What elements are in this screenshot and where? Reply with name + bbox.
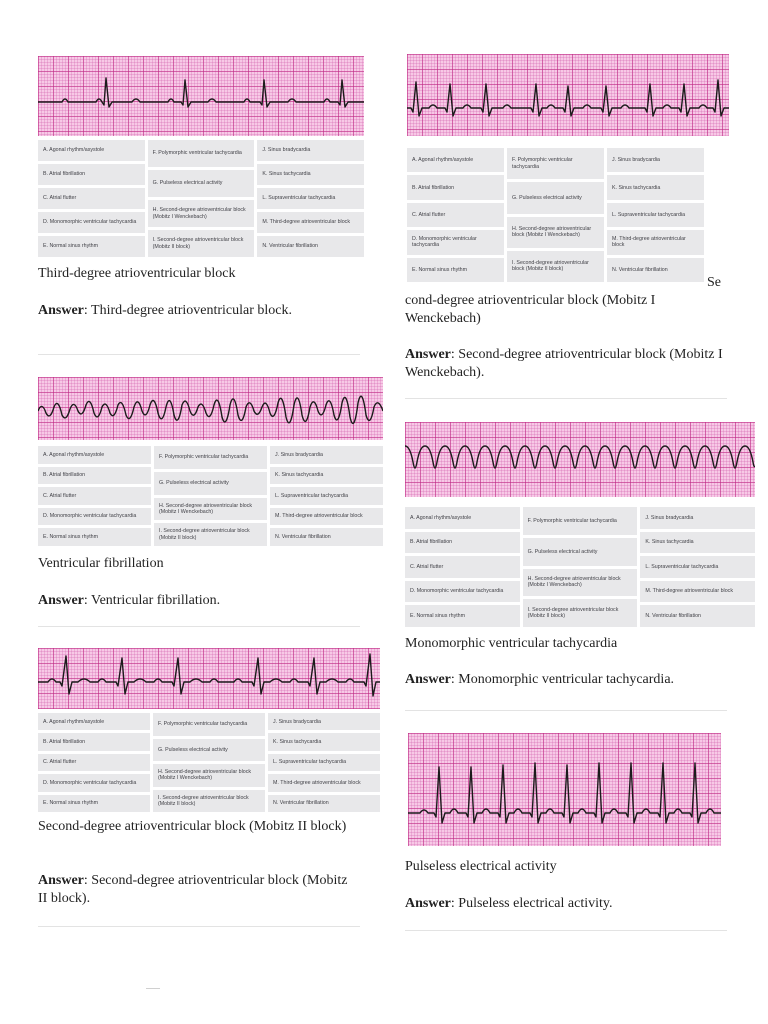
option[interactable]: C. Atrial flutter: [38, 487, 151, 505]
option[interactable]: G. Pulseless electrical activity: [523, 538, 638, 566]
option[interactable]: C. Atrial flutter: [405, 556, 520, 578]
card-title: cond-degree atrioventricular block (Mobitz I Wenckebach): [405, 293, 656, 326]
option[interactable]: D. Monomorphic ventricular tachycardia: [405, 581, 520, 603]
card-answer: Answer: Third-degree atrioventricular block.: [38, 303, 292, 318]
answer-label: Answer: [38, 593, 84, 608]
answer-options: [405, 507, 755, 627]
option[interactable]: N. Ventricular fibrillation: [270, 528, 383, 546]
answer-text: Monomorphic ventricular tachycardia.: [458, 672, 675, 687]
options-column-3: [268, 713, 380, 812]
ecg-strip: [38, 648, 380, 709]
option[interactable]: J. Sinus bradycardia: [268, 713, 380, 730]
card-answer: Answer: Second-degree atrioventricular block (Mobitz II block).: [38, 873, 348, 906]
answer-label: Answer: [405, 672, 451, 687]
option[interactable]: E. Normal sinus rhythm: [38, 236, 145, 257]
option[interactable]: E. Normal sinus rhythm: [38, 528, 151, 546]
ecg-strip: [38, 377, 383, 440]
card-title: Second-degree atrioventricular block (Mobitz II block): [38, 819, 347, 834]
option[interactable]: C. Atrial flutter: [38, 188, 145, 209]
option[interactable]: A. Agonal rhythm/asystole: [407, 148, 504, 172]
divider: [405, 930, 727, 931]
answer-text: Second-degree atrioventricular block (Mobitz II block).: [38, 873, 348, 906]
option[interactable]: M. Third-degree atrioventricular block: [268, 774, 380, 791]
option[interactable]: L. Supraventricular tachycardia: [257, 188, 364, 209]
card-title: Monomorphic ventricular tachycardia: [405, 636, 618, 651]
option[interactable]: H. Second-degree atrioventricular block (Mobitz I Wenckebach): [507, 217, 604, 248]
options-column-2: [153, 713, 265, 812]
answer-options: [38, 713, 380, 812]
option[interactable]: B. Atrial fibrillation: [38, 467, 151, 485]
divider: [38, 626, 360, 627]
option[interactable]: B. Atrial fibrillation: [407, 175, 504, 199]
option[interactable]: I. Second-degree atrioventricular block (Mobitz II block): [154, 523, 267, 546]
option[interactable]: A. Agonal rhythm/asystole: [405, 507, 520, 529]
option[interactable]: M. Third-degree atrioventricular block: [640, 581, 755, 603]
options-column-3: [607, 148, 704, 282]
option[interactable]: F. Polymorphic ventricular tachycardia: [523, 507, 638, 535]
option[interactable]: K. Sinus tachycardia: [257, 164, 364, 185]
option[interactable]: D. Monomorphic ventricular tachycardia: [38, 508, 151, 526]
option[interactable]: A. Agonal rhythm/asystole: [38, 140, 145, 161]
answer-text: Second-degree atrioventricular block (Mobitz I Wenckebach).: [405, 347, 723, 380]
option[interactable]: K. Sinus tachycardia: [640, 532, 755, 554]
option[interactable]: H. Second-degree atrioventricular block (Mobitz I Wenckebach): [148, 200, 255, 227]
option[interactable]: B. Atrial fibrillation: [405, 532, 520, 554]
option[interactable]: C. Atrial flutter: [407, 203, 504, 227]
option[interactable]: F. Polymorphic ventricular tachycardia: [153, 713, 265, 736]
option[interactable]: M. Third-degree atrioventricular block: [270, 508, 383, 526]
option[interactable]: A. Agonal rhythm/asystole: [38, 446, 151, 464]
option[interactable]: B. Atrial fibrillation: [38, 733, 150, 750]
card-title: Ventricular fibrillation: [38, 556, 164, 571]
options-column-1: [38, 140, 145, 257]
option[interactable]: N. Ventricular fibrillation: [607, 258, 704, 282]
option[interactable]: N. Ventricular fibrillation: [268, 795, 380, 812]
option[interactable]: J. Sinus bradycardia: [270, 446, 383, 464]
options-column-3: [257, 140, 364, 257]
divider: [405, 710, 727, 711]
option[interactable]: D. Monomorphic ventricular tachycardia: [38, 212, 145, 233]
option[interactable]: K. Sinus tachycardia: [607, 175, 704, 199]
options-column-3: [270, 446, 383, 546]
option[interactable]: L. Supraventricular tachycardia: [268, 754, 380, 771]
ecg-strip: [38, 56, 364, 136]
option[interactable]: L. Supraventricular tachycardia: [270, 487, 383, 505]
answer-text: Third-degree atrioventricular block.: [91, 303, 292, 318]
option[interactable]: E. Normal sinus rhythm: [407, 258, 504, 282]
card-title: Pulseless electrical activity: [405, 859, 557, 874]
options-column-1: [405, 507, 520, 627]
option[interactable]: C. Atrial flutter: [38, 754, 150, 771]
option[interactable]: D. Monomorphic ventricular tachycardia: [38, 774, 150, 791]
answer-label: Answer: [38, 873, 84, 888]
option[interactable]: H. Second-degree atrioventricular block (Mobitz I Wenckebach): [523, 569, 638, 597]
answer-label: Answer: [405, 347, 451, 362]
answer-label: Answer: [38, 303, 84, 318]
option[interactable]: G. Pulseless electrical activity: [153, 739, 265, 762]
divider: [38, 354, 360, 355]
option[interactable]: L. Supraventricular tachycardia: [640, 556, 755, 578]
options-column-2: [154, 446, 267, 546]
options-column-1: [38, 446, 151, 546]
option[interactable]: I. Second-degree atrioventricular block (Mobitz II block): [148, 230, 255, 257]
option[interactable]: I. Second-degree atrioventricular block (Mobitz II block): [153, 790, 265, 813]
option[interactable]: H. Second-degree atrioventricular block (Mobitz I Wenckebach): [153, 764, 265, 787]
option[interactable]: N. Ventricular fibrillation: [640, 605, 755, 627]
option[interactable]: F. Polymorphic ventricular tachycardia: [507, 148, 604, 179]
card-answer: Answer: Second-degree atrioventricular block (Mobitz I Wenckebach).: [405, 347, 723, 380]
ecg-strip: [407, 54, 729, 136]
card-answer: Answer: Pulseless electrical activity.: [405, 896, 613, 911]
option[interactable]: J. Sinus bradycardia: [257, 140, 364, 161]
answer-text: Ventricular fibrillation.: [91, 593, 221, 608]
options-column-2: [148, 140, 255, 257]
option[interactable]: L. Supraventricular tachycardia: [607, 203, 704, 227]
ecg-strip: [408, 733, 721, 846]
options-column-3: [640, 507, 755, 627]
separator-mark: [146, 988, 160, 989]
option[interactable]: B. Atrial fibrillation: [38, 164, 145, 185]
option[interactable]: I. Second-degree atrioventricular block (Mobitz II block): [523, 599, 638, 627]
option[interactable]: G. Pulseless electrical activity: [507, 182, 604, 213]
option[interactable]: E. Normal sinus rhythm: [405, 605, 520, 627]
divider: [38, 926, 360, 927]
option[interactable]: J. Sinus bradycardia: [640, 507, 755, 529]
ecg-strip: [405, 422, 755, 497]
options-column-1: [38, 713, 150, 812]
option[interactable]: A. Agonal rhythm/asystole: [38, 713, 150, 730]
card-title-prefix: Se: [707, 275, 721, 290]
option[interactable]: M. Third-degree atrioventricular block: [257, 212, 364, 233]
option[interactable]: F. Polymorphic ventricular tachycardia: [148, 140, 255, 167]
answer-options: [38, 140, 364, 257]
option[interactable]: D. Monomorphic ventricular tachycardia: [407, 230, 504, 254]
card-answer: Answer: Ventricular fibrillation.: [38, 593, 221, 608]
option[interactable]: N. Ventricular fibrillation: [257, 236, 364, 257]
option[interactable]: F. Polymorphic ventricular tachycardia: [154, 446, 267, 469]
option[interactable]: K. Sinus tachycardia: [270, 467, 383, 485]
option[interactable]: I. Second-degree atrioventricular block (Mobitz II block): [507, 251, 604, 282]
answer-text: Pulseless electrical activity.: [458, 896, 613, 911]
option[interactable]: M. Third-degree atrioventricular block: [607, 230, 704, 254]
answer-label: Answer: [405, 896, 451, 911]
options-column-2: [523, 507, 638, 627]
option[interactable]: G. Pulseless electrical activity: [148, 170, 255, 197]
option[interactable]: K. Sinus tachycardia: [268, 733, 380, 750]
option[interactable]: H. Second-degree atrioventricular block (Mobitz I Wenckebach): [154, 498, 267, 521]
options-column-2: [507, 148, 604, 282]
card-title: Third-degree atrioventricular block: [38, 266, 236, 281]
card-answer: Answer: Monomorphic ventricular tachycardia.: [405, 672, 675, 687]
divider: [405, 398, 727, 399]
option[interactable]: J. Sinus bradycardia: [607, 148, 704, 172]
answer-options: [38, 446, 383, 546]
options-column-1: [407, 148, 504, 282]
option[interactable]: E. Normal sinus rhythm: [38, 795, 150, 812]
answer-options: [407, 148, 704, 282]
option[interactable]: G. Pulseless electrical activity: [154, 472, 267, 495]
